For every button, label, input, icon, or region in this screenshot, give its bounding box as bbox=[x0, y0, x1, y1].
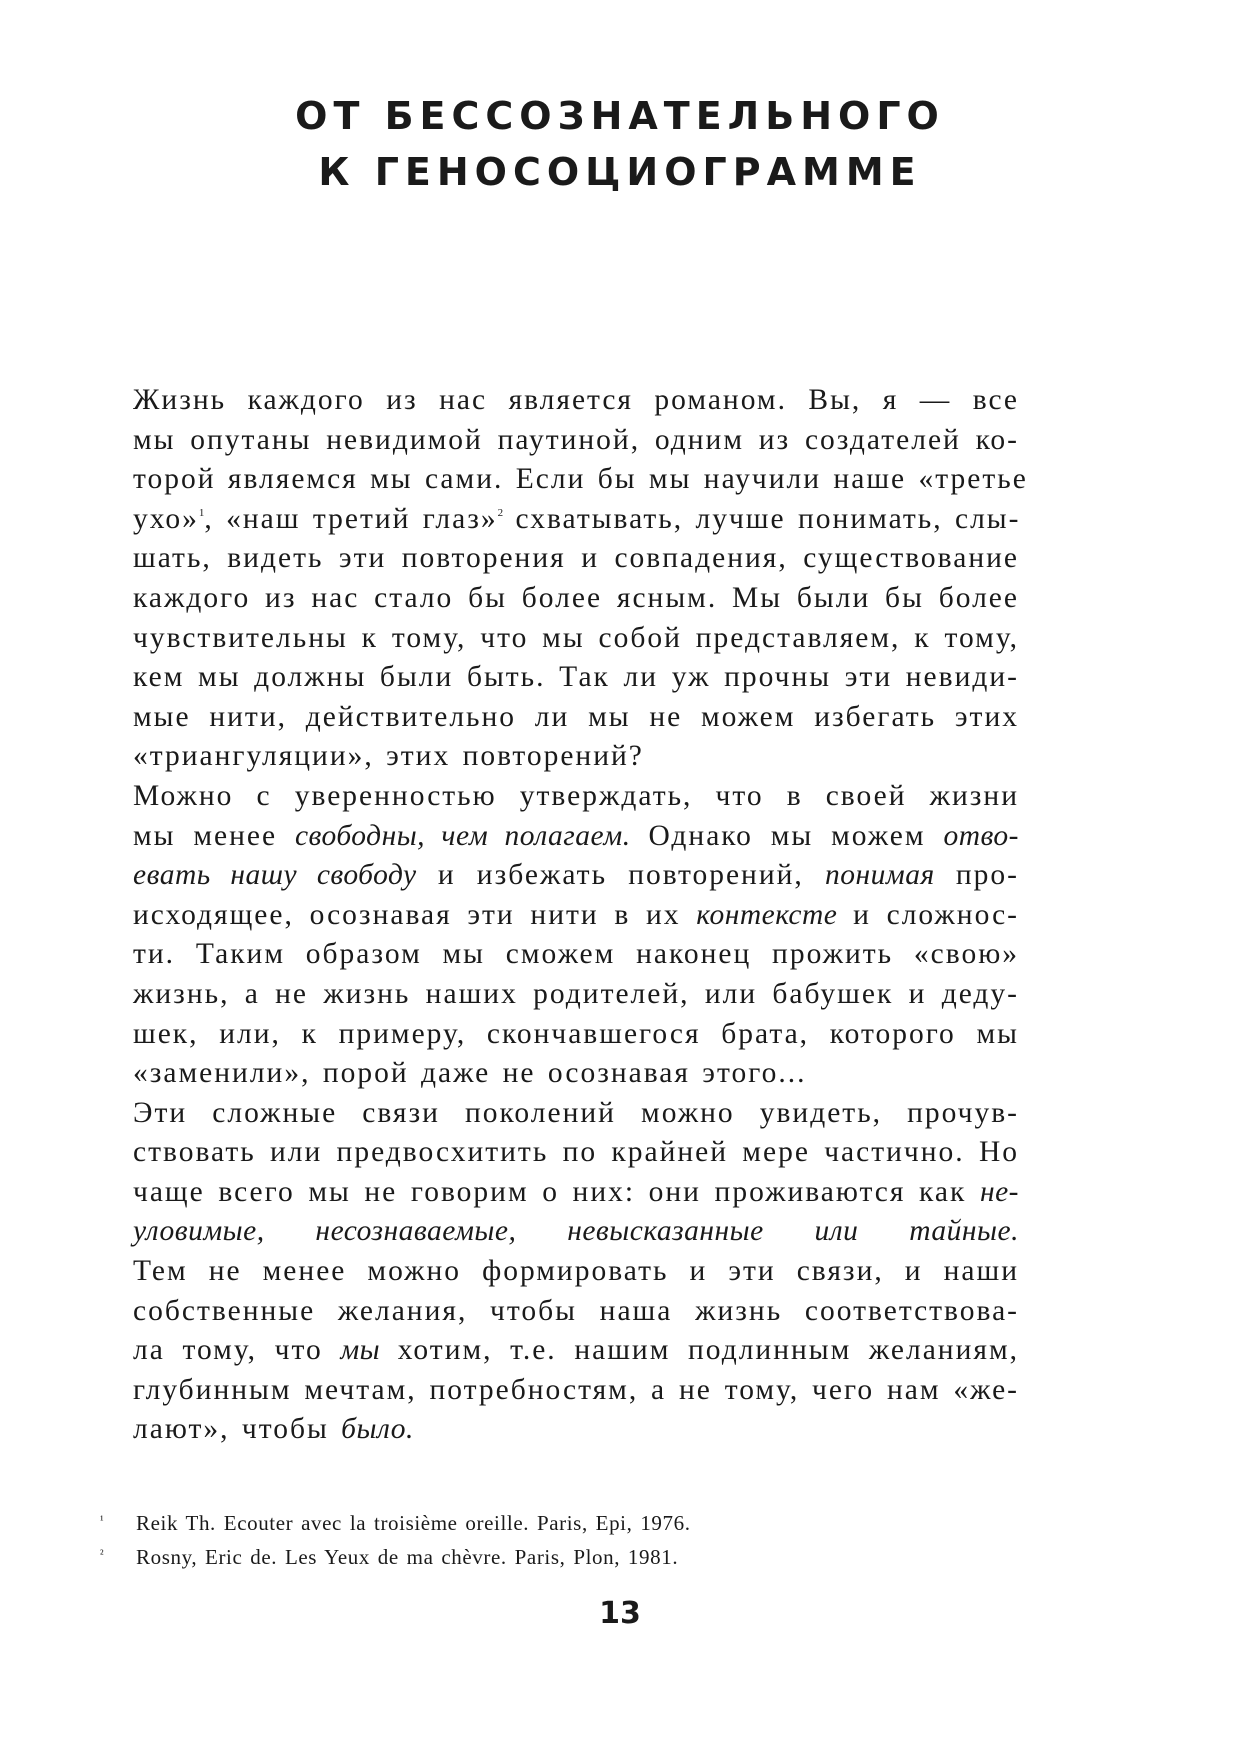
chapter-title-line-2: К ГЕНОСОЦИОГРАММЕ bbox=[318, 150, 922, 194]
body-text bbox=[133, 381, 1028, 1450]
footnote-2 bbox=[100, 1539, 1000, 1573]
chapter-title-line-1: ОТ БЕССОЗНАТЕЛЬНОГО bbox=[295, 94, 945, 138]
text-line: шать, видеть эти повторения и совпадения, существование bbox=[133, 542, 1019, 575]
paragraph-1 bbox=[133, 381, 1028, 777]
text-line: мы менее свободны, чем полагаем. Однако мы можем отво- bbox=[133, 819, 1019, 852]
footnote-mark: ² bbox=[100, 1547, 105, 1561]
text-line: ти. Таким образом мы сможем наконец прожить «свою» bbox=[133, 938, 1019, 971]
text-line: собственные желания, чтобы наша жизнь соответствова- bbox=[133, 1294, 1019, 1327]
text-line: кем мы должны были быть. Так ли уж прочны эти невиди- bbox=[133, 661, 1019, 694]
text-line: Эти сложные связи поколений можно увидеть, прочув- bbox=[133, 1096, 1019, 1129]
text-line: шек, или, к примеру, скончавшегося брата, которого мы bbox=[133, 1017, 1019, 1050]
footnote-text: Reik Th. Ecouter avec la troisième oreille. Paris, Epi, 1976. bbox=[136, 1511, 691, 1535]
footnote-mark: ¹ bbox=[100, 1513, 105, 1527]
footnotes bbox=[100, 1505, 1000, 1573]
paragraph-2 bbox=[133, 777, 1019, 1094]
text-line: чаще всего мы не говорим о них: они проживаются как не- bbox=[133, 1175, 1019, 1208]
text-line: Можно с уверенностью утверждать, что в своей жизни bbox=[133, 779, 1019, 812]
text-line: чувствительны к тому, что мы собой представляем, к тому, bbox=[133, 621, 1019, 654]
text-line: глубинным мечтам, потребностям, а не тому, чего нам «же- bbox=[133, 1373, 1019, 1406]
footnote-text: Rosny, Eric de. Les Yeux de ma chèvre. Paris, Plon, 1981. bbox=[136, 1545, 679, 1569]
text-line: мы опутаны невидимой паутиной, одним из создателей ко- bbox=[133, 423, 1019, 456]
text-line: евать нашу свободу и избежать повторений, понимая про- bbox=[133, 859, 1019, 892]
text-line: Тем не менее можно формировать и эти связи, и наши bbox=[133, 1255, 1019, 1288]
paragraph-4 bbox=[133, 1252, 1019, 1450]
text-line: уловимые, несознаваемые, невысказанные или тайные. bbox=[133, 1215, 1019, 1248]
text-line: лают», чтобы было. bbox=[133, 1413, 414, 1446]
text-line: «заменили», порой даже не осознавая этого... bbox=[133, 1057, 807, 1090]
chapter-title bbox=[0, 88, 1240, 200]
text-line: жизнь, а не жизнь наших родителей, или бабушек и деду- bbox=[133, 977, 1019, 1010]
footnote-1 bbox=[100, 1505, 1000, 1539]
paragraph-3 bbox=[133, 1094, 1019, 1252]
text-line: Жизнь каждого из нас является романом. Вы, я — все bbox=[133, 384, 1019, 416]
text-line: ухо»$^1$, «наш третий глаз»$^2$ схватывать, лучше понимать, слы- bbox=[133, 502, 1021, 535]
text-line: каждого из нас стало бы более ясным. Мы были бы более bbox=[133, 581, 1019, 614]
text-line: мые нити, действительно ли мы не можем избегать этих bbox=[133, 700, 1019, 733]
text-line: «триангуляции», этих повторений? bbox=[133, 740, 644, 773]
page-number: 13 bbox=[599, 1596, 641, 1631]
text-line: торой являемся мы сами. Если бы мы научили наше «третье bbox=[133, 463, 1028, 496]
text-line: ствовать или предвосхитить по крайней мере частично. Но bbox=[133, 1136, 1019, 1169]
text-line: ла тому, что мы хотим, т.е. нашим подлинным желаниям, bbox=[133, 1334, 1019, 1367]
text-line: исходящее, осознавая эти нити в их контексте и сложнос- bbox=[133, 898, 1019, 931]
